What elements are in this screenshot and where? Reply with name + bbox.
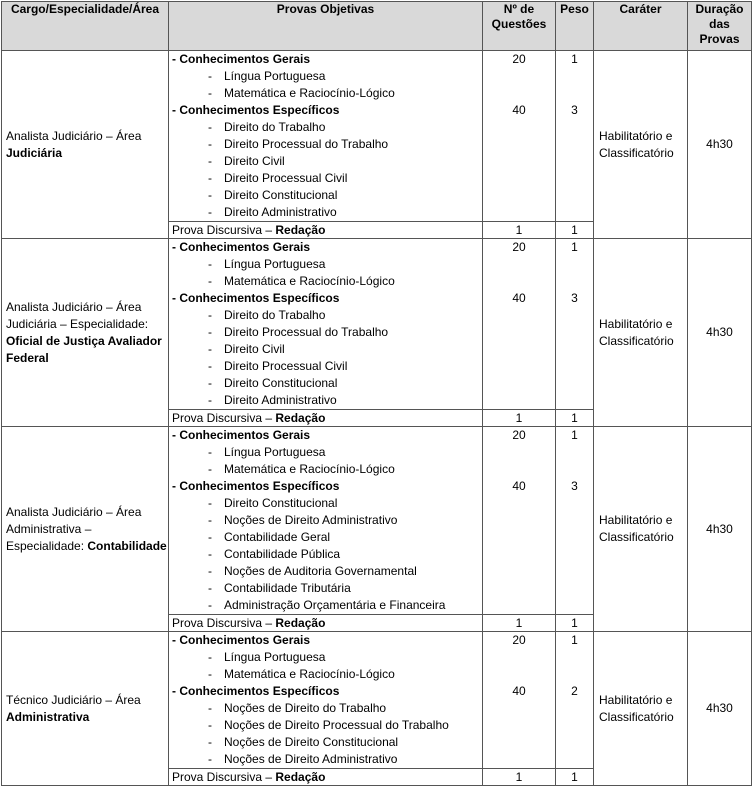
gerais-label: Conhecimentos Gerais [179,240,311,254]
carater-line1: Habilitatório e [599,692,673,707]
cargo-bold: Administrativa [6,709,90,724]
header-duracao: Duração das Provas [688,2,752,51]
subject-label: Direito Civil [224,154,285,168]
especificos-peso: 3 [571,291,578,305]
subject-label: Matemática e Raciocínio-Lógico [224,86,395,100]
subject-item [172,512,482,529]
table-row [2,632,752,769]
especificos-label: Conhecimentos Específicos [179,684,340,698]
subject-label: Noções de Direito Constitucional [224,735,399,749]
cargo-prefix: Analista Judiciário – Área Administrativa – Especialidade: [6,504,142,553]
peso-cell [556,427,594,615]
subject-item [172,273,482,290]
cargo-prefix: Analista Judiciário – Área Judiciária – Especialidade: [6,299,149,331]
subject-label: Língua Portuguesa [224,69,326,83]
subject-item [172,375,482,392]
especificos-peso: 3 [571,479,578,493]
discursiva-cell [169,410,483,427]
carater-cell [594,239,688,427]
discursiva-questoes: 1 [483,769,556,786]
discursiva-questoes: 1 [483,410,556,427]
subject-item [172,153,482,170]
duracao-cell: 4h30 [688,632,752,786]
subject-item [172,751,482,768]
subject-item [172,580,482,597]
subject-item [172,187,482,204]
gerais-peso: 1 [571,633,578,647]
especificos-label-line: - Conhecimentos Específicos [172,479,340,493]
discursiva-bold: Redação [275,770,326,784]
carater-line1: Habilitatório e [599,128,673,143]
subject-label: Língua Portuguesa [224,650,326,664]
duracao-cell: 4h30 [688,239,752,427]
header-row [2,2,752,51]
subject-item [172,700,482,717]
discursiva-cell [169,222,483,239]
carater-cell [594,51,688,239]
header-carater: Caráter [594,2,688,51]
subjects-cell [169,239,483,410]
gerais-questoes: 20 [512,240,526,254]
gerais-peso: 1 [571,428,578,442]
subject-label: Contabilidade Geral [224,530,331,544]
subject-label: Direito Processual Civil [224,171,348,185]
cargo-cell [2,632,169,786]
discursiva-peso: 1 [556,769,594,786]
gerais-label: Conhecimentos Gerais [179,52,311,66]
especificos-peso: 2 [571,684,578,698]
subject-item [172,529,482,546]
subject-item [172,341,482,358]
subject-label: Língua Portuguesa [224,445,326,459]
subject-label: Direito do Trabalho [224,120,326,134]
cargo-cell [2,51,169,239]
subject-label: Direito Administrativo [224,205,337,219]
especificos-label-line: - Conhecimentos Específicos [172,103,340,117]
subject-item [172,717,482,734]
subject-item [172,204,482,221]
questoes-cell [483,427,556,615]
carater-line1: Habilitatório e [599,513,673,527]
especificos-label-line: - Conhecimentos Específicos [172,684,340,698]
subject-label: Contabilidade Tributária [224,581,351,595]
subject-item [172,392,482,409]
cargo-prefix: Analista Judiciário – Área [6,128,142,143]
subject-label: Administração Orçamentária e Financeira [224,598,446,612]
especificos-label: Conhecimentos Específicos [179,103,340,117]
gerais-label-line: - Conhecimentos Gerais [172,240,311,254]
peso-cell [556,239,594,410]
subject-label: Direito Constitucional [224,188,338,202]
subject-item [172,461,482,478]
discursiva-bold: Redação [275,223,326,237]
carater-line1: Habilitatório e [599,316,673,331]
subject-label: Contabilidade Pública [224,547,341,561]
especificos-questoes: 40 [512,291,526,305]
subject-item [172,119,482,136]
subject-label: Direito Civil [224,342,285,356]
subject-item [172,170,482,187]
subject-label: Noções de Direito Administrativo [224,513,398,527]
header-peso: Peso [556,2,594,51]
subject-item [172,649,482,666]
discursiva-bold: Redação [275,616,326,630]
discursiva-bold: Redação [275,411,326,425]
duracao-cell: 4h30 [688,427,752,632]
gerais-peso: 1 [571,52,578,66]
subject-item [172,734,482,751]
especificos-questoes: 40 [512,103,526,117]
subject-label: Direito Constitucional [224,496,338,510]
header-cargo: Cargo/Especialidade/Área [2,2,169,51]
discursiva-prefix: Prova Discursiva – [172,770,276,784]
gerais-label-line: - Conhecimentos Gerais [172,52,311,66]
peso-cell [556,632,594,769]
header-questoes: Nº de Questões [483,2,556,51]
subject-label: Direito Administrativo [224,393,337,407]
especificos-label: Conhecimentos Específicos [179,479,340,493]
especificos-peso: 3 [571,103,578,117]
subject-item [172,256,482,273]
subject-label: Matemática e Raciocínio-Lógico [224,667,395,681]
especificos-label-line: - Conhecimentos Específicos [172,291,340,305]
gerais-peso: 1 [571,240,578,254]
discursiva-cell [169,769,483,786]
subject-item [172,358,482,375]
gerais-questoes: 20 [512,633,526,647]
discursiva-prefix: Prova Discursiva – [172,616,276,630]
subject-item [172,563,482,580]
cargo-bold: Oficial de Justiça Avaliador Federal [6,333,162,365]
subject-item [172,68,482,85]
subject-item [172,307,482,324]
carater-line2: Classificatório [599,709,674,724]
discursiva-peso: 1 [556,410,594,427]
subject-item [172,85,482,102]
exam-table [1,1,752,786]
subject-label: Noções de Direito Processual do Trabalho [224,718,449,732]
subject-label: Direito Constitucional [224,376,338,390]
cargo-prefix: Técnico Judiciário – Área [6,692,141,707]
subject-item [172,444,482,461]
subject-label: Língua Portuguesa [224,257,326,271]
subject-item [172,324,482,341]
subject-label: Noções de Direito do Trabalho [224,701,387,715]
subject-label: Direito do Trabalho [224,308,326,322]
subject-item [172,136,482,153]
discursiva-prefix: Prova Discursiva – [172,223,276,237]
duracao-cell: 4h30 [688,51,752,239]
subject-label: Noções de Auditoria Governamental [224,564,417,578]
especificos-label: Conhecimentos Específicos [179,291,340,305]
especificos-questoes: 40 [512,684,526,698]
questoes-cell [483,51,556,222]
carater-cell [594,427,688,632]
carater-cell [594,632,688,786]
discursiva-questoes: 1 [483,615,556,632]
gerais-label: Conhecimentos Gerais [179,428,311,442]
subject-label: Matemática e Raciocínio-Lógico [224,462,395,476]
carater-line2: Classificatório [599,530,674,544]
carater-line2: Classificatório [599,145,674,160]
table-row [2,239,752,410]
table-row [2,427,752,615]
gerais-questoes: 20 [512,52,526,66]
cargo-cell [2,427,169,632]
subject-label: Noções de Direito Administrativo [224,752,398,766]
discursiva-peso: 1 [556,222,594,239]
subject-item [172,666,482,683]
subject-label: Direito Processual do Trabalho [224,137,389,151]
discursiva-prefix: Prova Discursiva – [172,411,276,425]
carater-line2: Classificatório [599,333,674,348]
subject-label: Direito Processual Civil [224,359,348,373]
subject-item [172,495,482,512]
gerais-label-line: - Conhecimentos Gerais [172,428,311,442]
discursiva-peso: 1 [556,615,594,632]
especificos-questoes: 40 [512,479,526,493]
questoes-cell [483,239,556,410]
discursiva-cell [169,615,483,632]
cargo-bold: Contabilidade [87,538,167,553]
cargo-cell [2,239,169,427]
subject-label: Matemática e Raciocínio-Lógico [224,274,395,288]
cargo-bold: Judiciária [6,145,63,160]
gerais-label-line: - Conhecimentos Gerais [172,633,311,647]
subjects-cell [169,632,483,769]
discursiva-questoes: 1 [483,222,556,239]
table-row [2,51,752,222]
subjects-cell [169,427,483,615]
questoes-cell [483,632,556,769]
subject-item [172,546,482,563]
subjects-cell [169,51,483,222]
header-provas: Provas Objetivas [169,2,483,51]
gerais-label: Conhecimentos Gerais [179,633,311,647]
gerais-questoes: 20 [512,428,526,442]
subject-item [172,597,482,614]
subject-label: Direito Processual do Trabalho [224,325,389,339]
peso-cell [556,51,594,222]
